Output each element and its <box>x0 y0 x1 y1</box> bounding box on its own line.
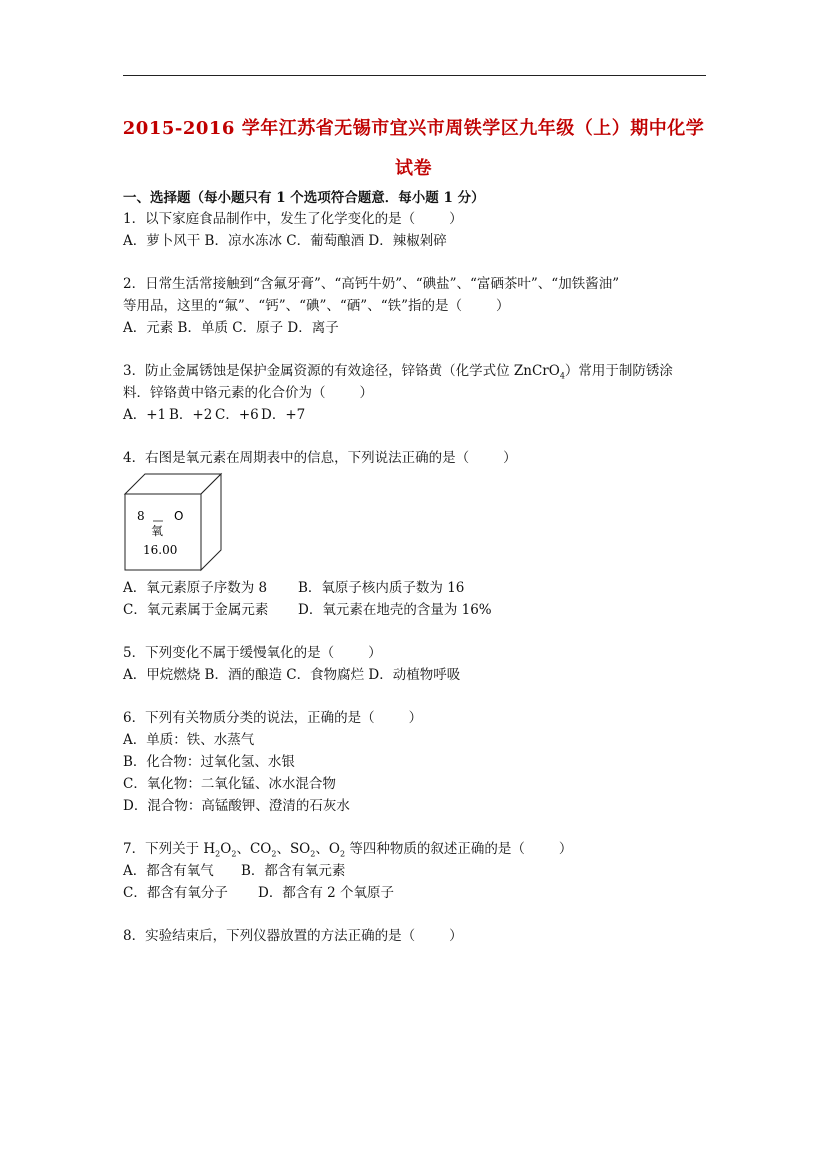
question-1-paren-close: ） <box>449 211 463 227</box>
question-3-text-c: 料．锌铬黄中铬元素的化合价为（ <box>123 385 326 401</box>
question-4-text: 4．右图是氧元素在周期表中的信息，下列说法正确的是（ <box>123 450 470 466</box>
option-d: D．氧元素在地壳的含量为 16% <box>298 602 492 618</box>
question-2-stem-line-2 <box>123 297 510 315</box>
atomic-number: 8 <box>137 509 145 523</box>
question-8-text: 8．实验结束后，下列仪器放置的方法正确的是（ <box>123 928 416 944</box>
question-7-stem <box>123 840 572 858</box>
option-a: A．都含有氧气 <box>123 863 214 879</box>
question-1-stem <box>123 210 463 228</box>
question-2-stem-line-1: 2．日常生活常接触到“含氟牙膏”、“高钙牛奶”、“碘盐”、“富硒茶叶”、“加铁酱油” <box>123 276 620 292</box>
question-8-stem <box>123 927 463 945</box>
question-7-options-row-2 <box>123 884 394 902</box>
question-3-options <box>123 406 305 424</box>
formula-h2o2 <box>203 841 236 857</box>
question-3-stem-line-1 <box>123 362 673 380</box>
formula-subscript: 2 <box>310 849 316 859</box>
question-6-text: 6．下列有关物质分类的说法，正确的是（ <box>123 710 375 726</box>
question-3-text-b: ）常用于制防锈涂 <box>564 363 673 379</box>
question-1-options: A．萝卜风干 B．凉水冻冰 C．葡萄酿酒 D．辣椒剁碎 <box>123 233 447 249</box>
option-a: A．+1 <box>123 407 167 423</box>
option-b: B．+2 <box>169 407 213 423</box>
formula-co2 <box>250 841 277 857</box>
question-7-text-prefix: 7．下列关于 <box>123 841 204 857</box>
question-4-paren-close: ） <box>503 450 517 466</box>
periodic-element-cube <box>123 472 223 572</box>
question-4-options-row-2 <box>123 601 492 619</box>
question-1-text: 1．以下家庭食品制作中，发生了化学变化的是（ <box>123 211 416 227</box>
document-title-line-1: 2015-2016 学年江苏省无锡市宜兴市周铁学区九年级（上）期中化学 <box>122 118 705 139</box>
section-heading: 一、选择题（每小题只有 1 个选项符合题意．每小题 1 分） <box>123 190 485 206</box>
option-d: D．都含有 2 个氧原子 <box>258 885 394 901</box>
separator: 、 <box>236 841 250 857</box>
formula-part: CO <box>249 841 272 857</box>
element-name: 氧 <box>151 524 164 538</box>
option-c: C．氧元素属于金属元素 <box>123 602 269 618</box>
option-c: C．+6 <box>215 407 259 423</box>
question-6-stem <box>123 709 422 727</box>
question-6-option-d: D．混合物：高锰酸钾、澄清的石灰水 <box>123 798 350 814</box>
separator: 、 <box>276 841 290 857</box>
question-7-text-suffix: 等四种物质的叙述正确的是（ <box>345 841 525 857</box>
question-5-text: 5．下列变化不属于缓慢氧化的是（ <box>123 645 335 661</box>
formula-part: SO <box>289 841 311 857</box>
question-5-options: A．甲烷燃烧 B．酒的酿造 C．食物腐烂 D．动植物呼吸 <box>123 667 461 683</box>
atomic-mass: 16.00 <box>143 543 178 557</box>
question-6-paren-close: ） <box>408 710 423 726</box>
question-6-option-b: B．化合物：过氧化氢、水银 <box>123 754 295 770</box>
option-a: A．氧元素原子序数为 8 <box>123 580 268 596</box>
question-2-paren-close: ） <box>496 298 510 314</box>
option-d: D．+7 <box>261 407 306 423</box>
question-3-text-a: 3．防止金属锈蚀是保护金属资源的有效途径，锌铬黄（化学式位 ZnCrO <box>123 363 560 379</box>
separator: 、 <box>315 841 329 857</box>
formula-subscript: 4 <box>559 371 565 381</box>
option-b: B．氧原子核内质子数为 16 <box>298 580 465 596</box>
formula-o2 <box>329 841 345 857</box>
formula-part: O <box>220 841 232 857</box>
question-8-paren-close: ） <box>449 928 463 944</box>
formula-subscript: 2 <box>339 849 346 859</box>
option-b: B．都含有氧元素 <box>241 863 346 879</box>
question-3-paren-close: ） <box>359 385 373 401</box>
question-2-text: 等用品，这里的“氟”、“钙”、“碘”、“硒”、“铁”指的是（ <box>123 298 463 314</box>
question-3-stem-line-2 <box>123 384 373 402</box>
formula-subscript: 2 <box>231 849 237 859</box>
element-symbol: O <box>174 509 184 523</box>
formula-part: H <box>203 841 216 857</box>
question-6-option-c: C．氧化物：二氧化锰、冰水混合物 <box>123 776 336 792</box>
formula-part: O <box>328 841 340 857</box>
formula-subscript: 2 <box>215 849 221 859</box>
question-7-paren-close: ） <box>558 841 573 857</box>
option-c: C．都含有氧分子 <box>123 885 228 901</box>
question-7-options-row-1 <box>123 862 345 880</box>
question-6-option-a: A．单质：铁、水蒸气 <box>123 732 255 748</box>
question-5-paren-close: ） <box>368 645 382 661</box>
document-title-line-2: 试卷 <box>395 158 432 179</box>
header-rule <box>123 75 706 76</box>
formula-so2 <box>290 841 315 857</box>
question-2-options: A．元素 B．单质 C．原子 D．离子 <box>123 320 339 336</box>
question-4-options-row-1 <box>123 579 464 597</box>
formula-subscript: 2 <box>271 849 277 859</box>
question-5-stem <box>123 644 382 662</box>
question-4-stem <box>123 449 517 467</box>
